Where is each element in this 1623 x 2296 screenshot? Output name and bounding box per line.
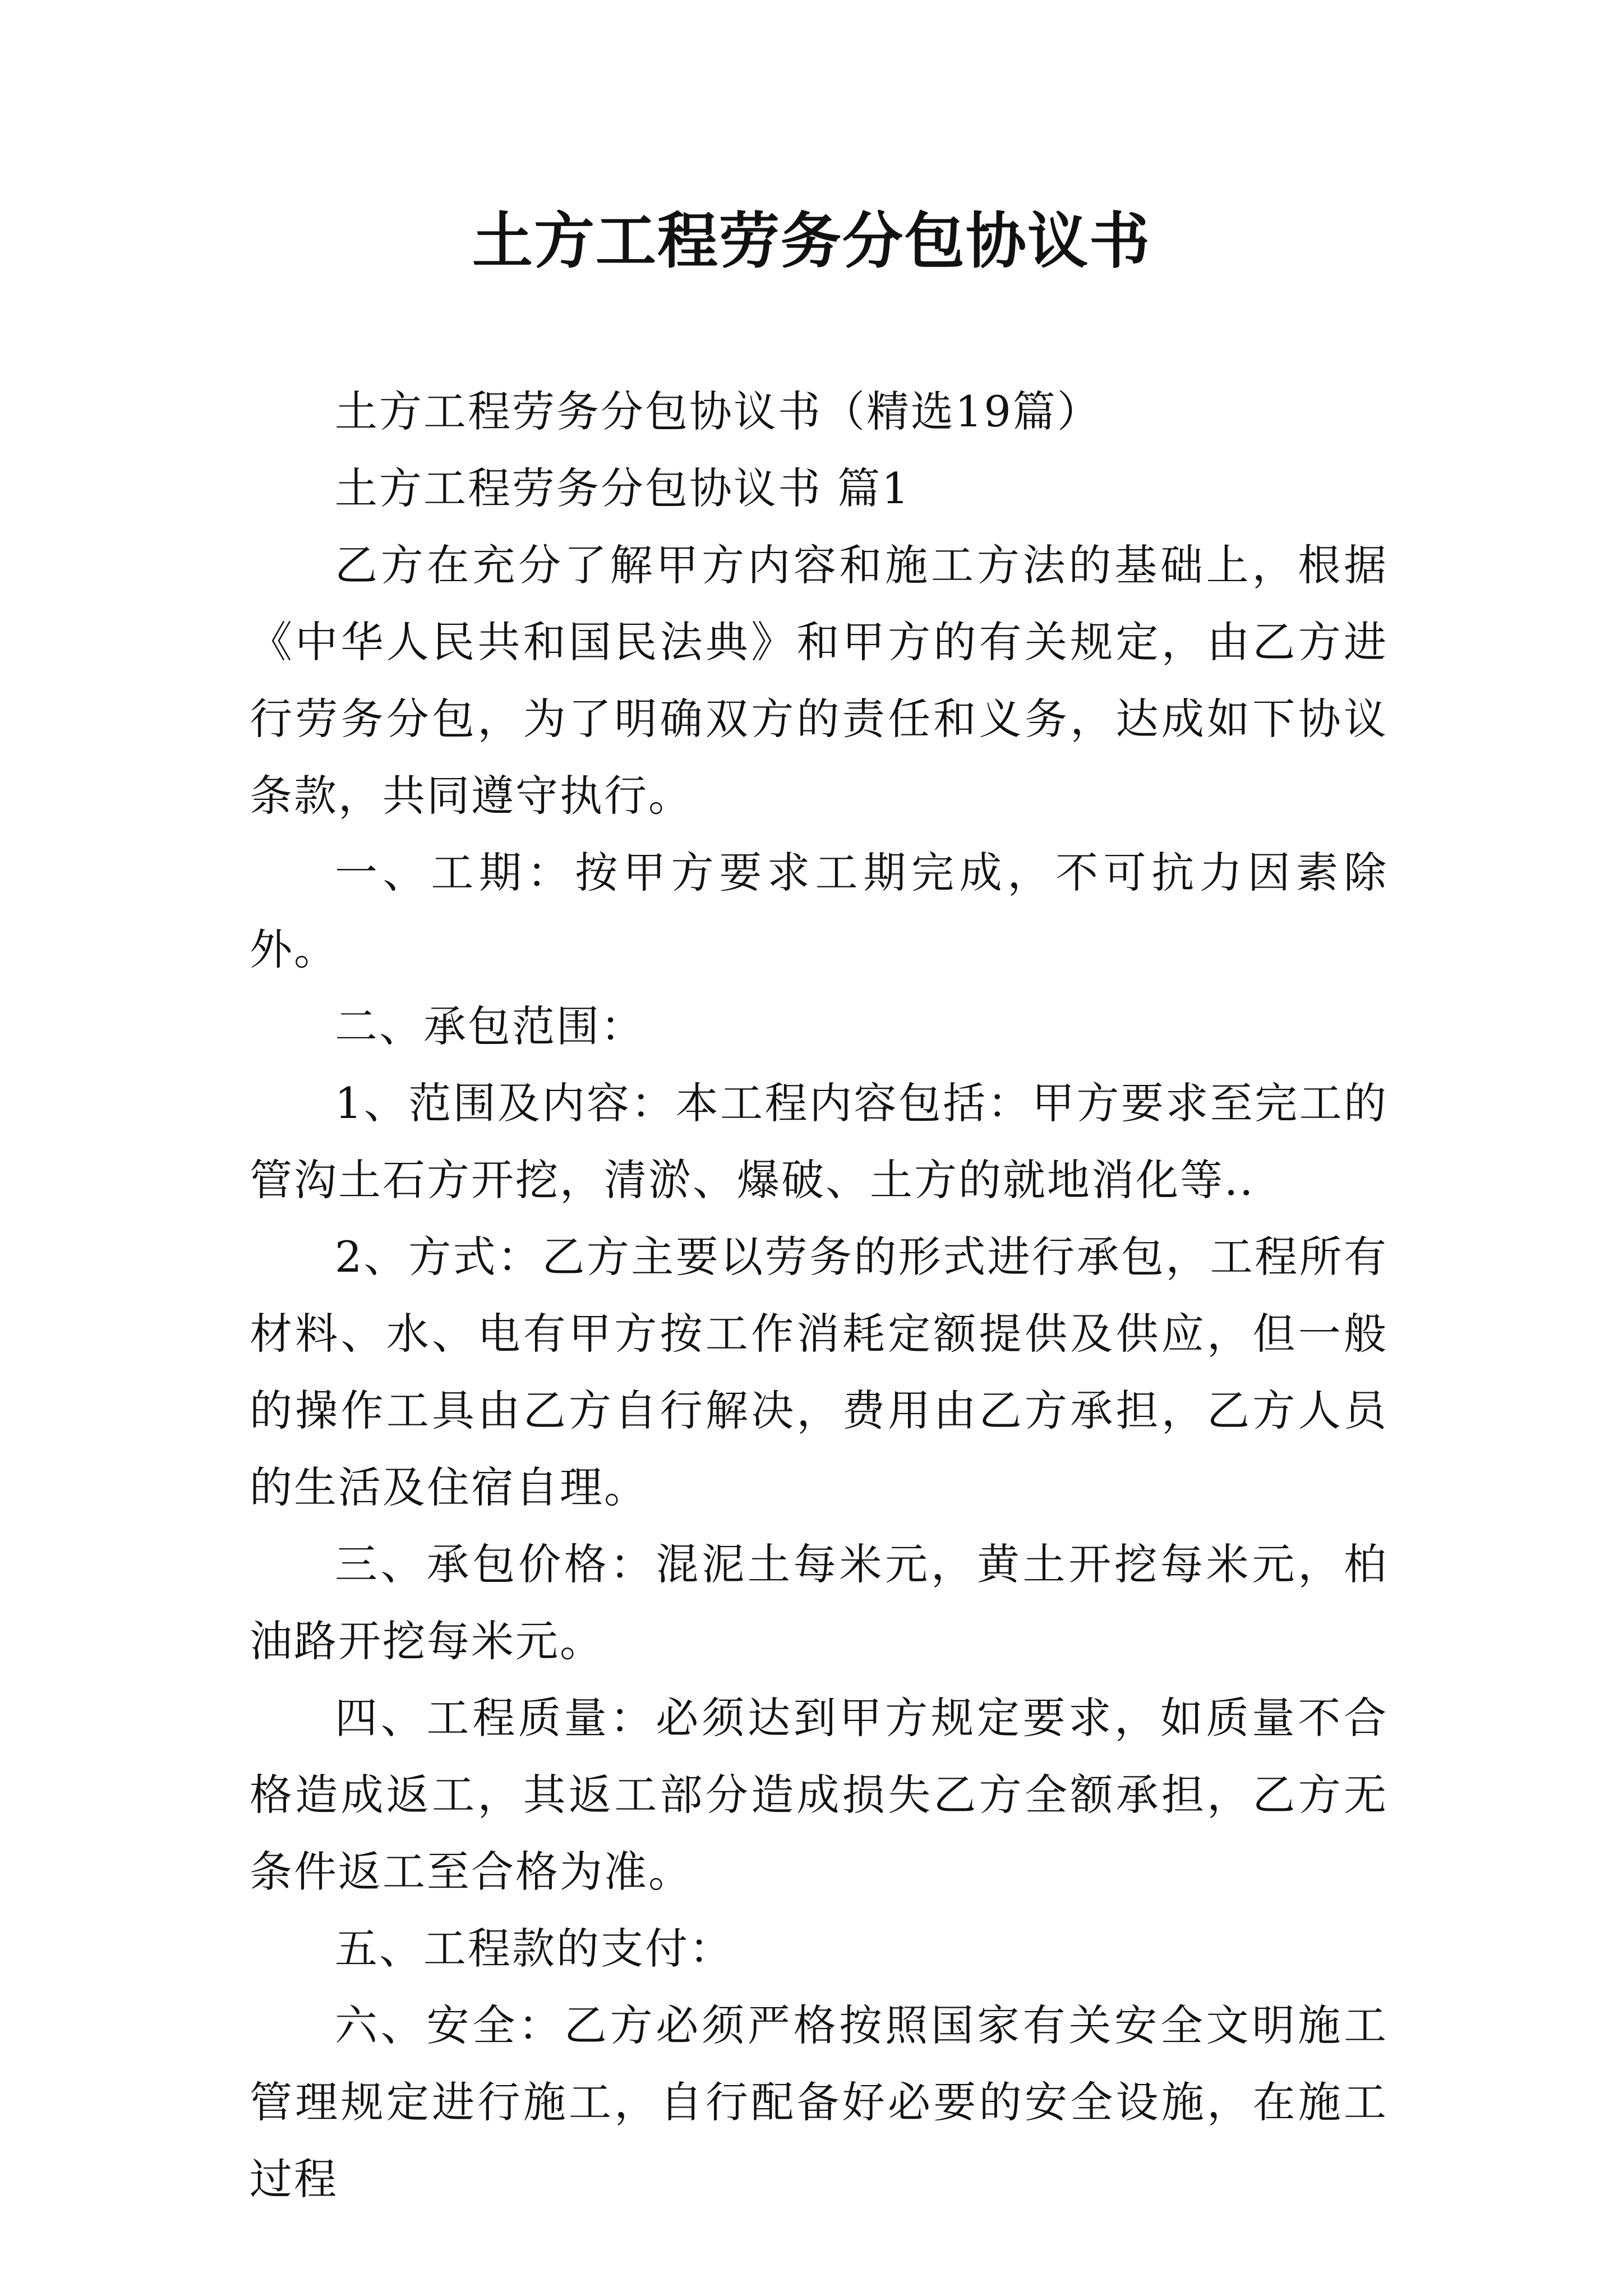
paragraph-clause-quality: 四、工程质量：必须达到甲方规定要求，如质量不合格造成返工，其返工部分造成损失乙方全额承担，乙方无条件返工至合格为准。 [250,1693,1388,1897]
paragraph-scope-method: 2、方式：乙方主要以劳务的形式进行承包，工程所有材料、水、电有甲方按工作消耗定额提供及供应，但一般的操作工具由乙方自行解决，费用由乙方承担，乙方人员的生活及住宿自理。 [250,1232,1388,1512]
paragraph-clause-payment: 五、工程款的支付： [335,1924,734,1973]
paragraph-clause-price: 三、承包价格：混泥土每米元，黄土开挖每米元，柏油路开挖每米元。 [250,1539,1388,1666]
paragraph-scope-content: 1、范围及内容：本工程内容包括：甲方要求至完工的管沟土石方开挖，清淤、爆破、土方的就地消化等.. [250,1078,1388,1205]
document-body [250,373,1388,2217]
paragraph-clause-schedule: 一、工期：按甲方要求工期完成，不可抗力因素除外。 [250,848,1388,974]
paragraph-section-heading: 土方工程劳务分包协议书 篇1 [335,463,911,513]
paragraph-collection-title: 土方工程劳务分包协议书（精选19篇） [335,386,1101,436]
document-title: 土方工程劳务分包协议书 [472,206,1151,277]
paragraph-preamble: 乙方在充分了解甲方内容和施工方法的基础上，根据《中华人民共和国民法典》和甲方的有关规定，由乙方进行劳务分包，为了明确双方的责任和义务，达成如下协议条款，共同遵守执行。 [250,540,1388,821]
paragraph-clause-scope: 二、承包范围： [335,1001,645,1051]
paragraph-clause-safety: 六、安全：乙方必须严格按照国家有关安全文明施工管理规定进行施工，自行配备好必要的安全设施，在施工过程 [250,2000,1388,2204]
